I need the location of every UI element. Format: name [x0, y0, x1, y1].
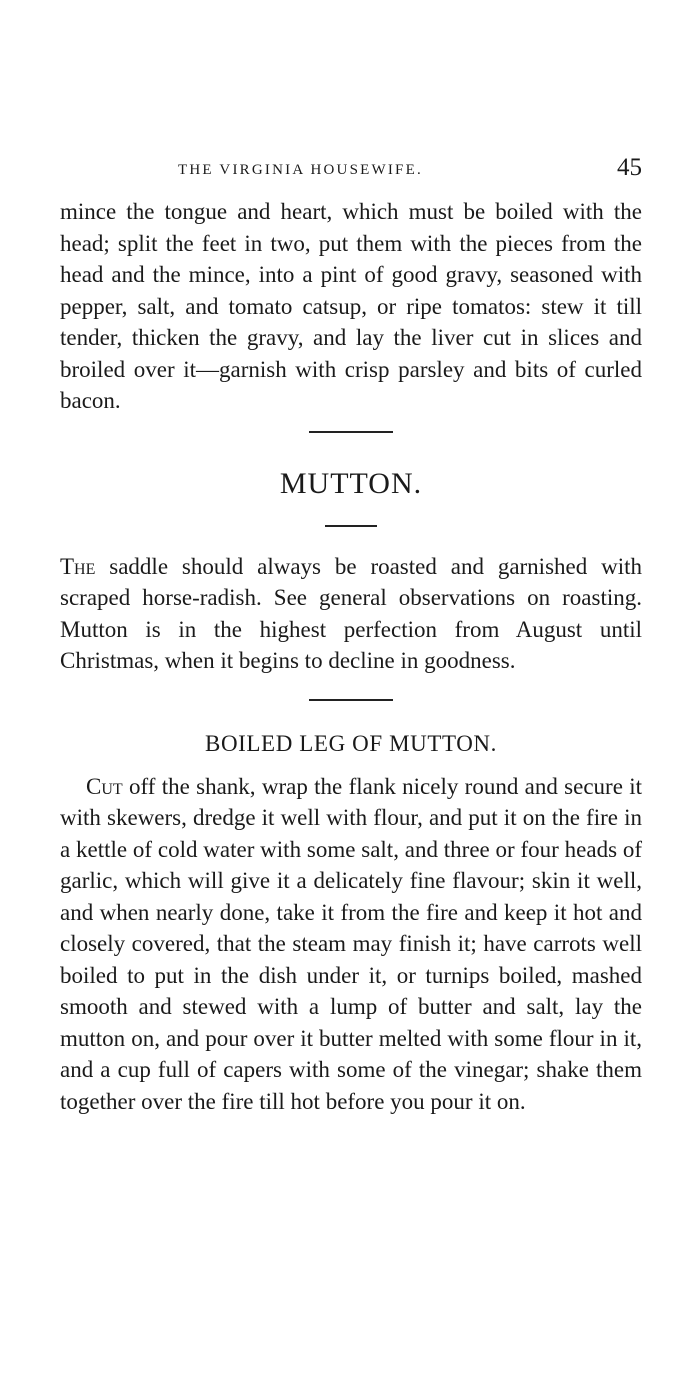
boiled-leg-paragraph: [60, 771, 642, 1118]
continuation-paragraph: mince the tongue and heart, which must be boiled with the head; split the feet in two, put them with the pieces from the head and the mince, into a pint of good gravy, seasoned with pepper, salt, and tomato catsup, or ripe tomatos: stew it till tender, thicken the gravy, and lay the liver cut in slices and broiled over it—garnish with crisp parsley and bits of curled bacon.: [60, 199, 642, 413]
mutton-text: saddle should always be roasted and garnished with scraped horse-radish. See general observations on roasting. Mutton is in the highest perfection from August until Christmas, when it begins to decline in goodness.: [60, 553, 642, 673]
section-divider: [309, 699, 393, 701]
lead-word: Cut: [86, 773, 123, 799]
book-page: [60, 150, 642, 1117]
running-title: THE VIRGINIA HOUSEWIFE.: [178, 162, 423, 178]
lead-word: The: [60, 553, 96, 579]
mutton-paragraph: [60, 551, 642, 677]
recipe-title-boiled-leg: BOILED LEG OF MUTTON.: [205, 730, 497, 756]
section-title-mutton: MUTTON.: [279, 466, 423, 500]
running-head: [60, 150, 642, 190]
page-number: 45: [617, 154, 642, 181]
boiled-leg-text: off the shank, wrap the flank nicely round and secure it with skewers, dredge it well with flour, and put it on the fire in a kettle of cold water with some salt, and three or four heads of garlic, which will give it a delicately fine flavour; skin it well, and when nearly done, take it from the fire and keep it hot and closely covered, that the steam may finish it; have carrots well boiled to put in the dish under it, or turnips boiled, mashed smooth and stewed with a lump of butter and salt, lay the mutton on, and pour over it butter melted with some flour in it, and a cup full of capers with some of the vinegar; shake them together over the fire till hot before you pour it on.: [60, 773, 642, 1114]
title-underline: [325, 525, 377, 527]
section-divider: [309, 431, 393, 433]
